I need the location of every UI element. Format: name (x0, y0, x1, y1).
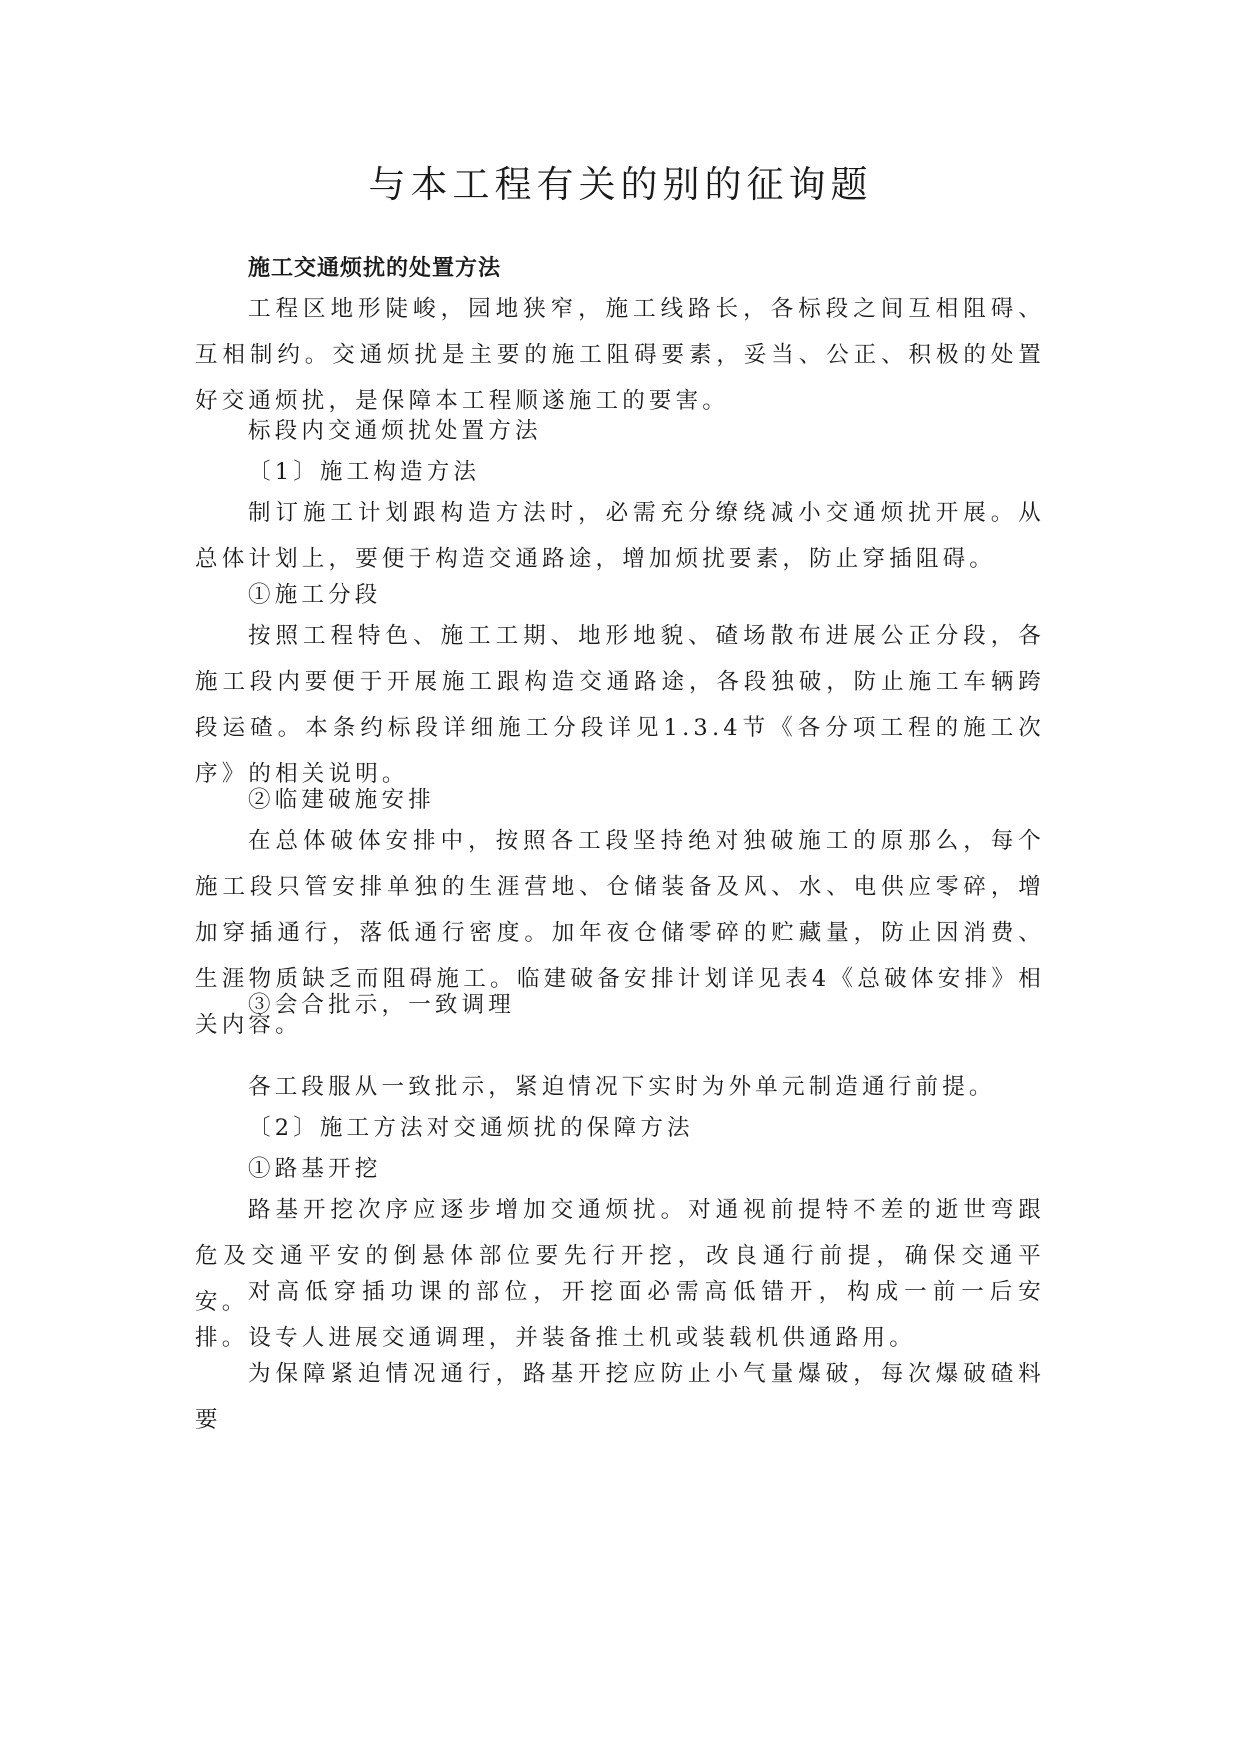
document-title: 与本工程有关的别的征询题 (368, 163, 873, 206)
paragraph-intro: 工程区地形陡峻，园地狭窄，施工线路长，各标段之间互相阻碍、互相制约。交通烦扰是主要的施工阻碍要素，妥当、公正、积极的处置好交通烦扰，是保障本工程顺遂施工的要害。 (195, 296, 1045, 414)
subheading-temporary-facilities: ②临建破施安排 (248, 787, 435, 813)
section-heading: 施工交通烦扰的处置方法 (248, 256, 502, 281)
subheading-construction-methods: 〔1〕施工构造方法 (248, 459, 481, 485)
paragraph-temporary-facilities: 在总体破体安排中，按照各工段坚持绝对独破施工的原那么，每个施工段只管安排单独的生涯营地、仓储装备及风、水、电供应零碎，增加穿插通行，落低通行密度。加年夜仓储零碎的贮藏量，防止因消费、生涯物质缺乏而阻碍施工。临建破备安排计划详见表4《总破体安排》相关内容。 (195, 828, 1045, 1038)
subheading-sectioning: ①施工分段 (248, 582, 382, 608)
subheading-roadbed-excavation: ①路基开挖 (248, 1156, 382, 1182)
paragraph-unified-command: 各工段服从一致批示，紧迫情况下实时为外单元制造通行前提。 (248, 1074, 996, 1100)
subheading-unified-command: ③会合批示，一致调理 (248, 992, 516, 1018)
subheading-section-measures: 标段内交通烦扰处置方法 (248, 418, 542, 444)
paragraph-excavation-order: 路基开挖次序应逐步增加交通烦扰。对通视前提特不差的逝世弯跟危及交通平安的倒悬体部位要先行开挖，改良通行前提，确保交通平安。 (195, 1197, 1045, 1315)
paragraph-planning: 制订施工计划跟构造方法时，必需充分缭绕减小交通烦扰开展。从总体计划上，要便于构造交通路途，增加烦扰要素，防止穿插阻碍。 (195, 500, 1045, 572)
paragraph-blasting: 为保障紧迫情况通行，路基开挖应防止小气量爆破，每次爆破碴料要 (195, 1361, 1045, 1433)
paragraph-cross-operations: 对高低穿插功课的部位，开挖面必需高低错开，构成一前一后安排。设专人进展交通调理，并装备推土机或装载机供通路用。 (195, 1279, 1045, 1351)
subheading-construction-guarantee: 〔2〕施工方法对交通烦扰的保障方法 (248, 1115, 694, 1141)
paragraph-sectioning: 按照工程特色、施工工期、地形地貌、碴场散布进展公正分段，各施工段内要便于开展施工跟构造交通路途，各段独破，防止施工车辆跨段运碴。本条约标段详细施工分段详见1.3.4节《各分项工程的施工次序》的相关说明。 (195, 623, 1045, 787)
